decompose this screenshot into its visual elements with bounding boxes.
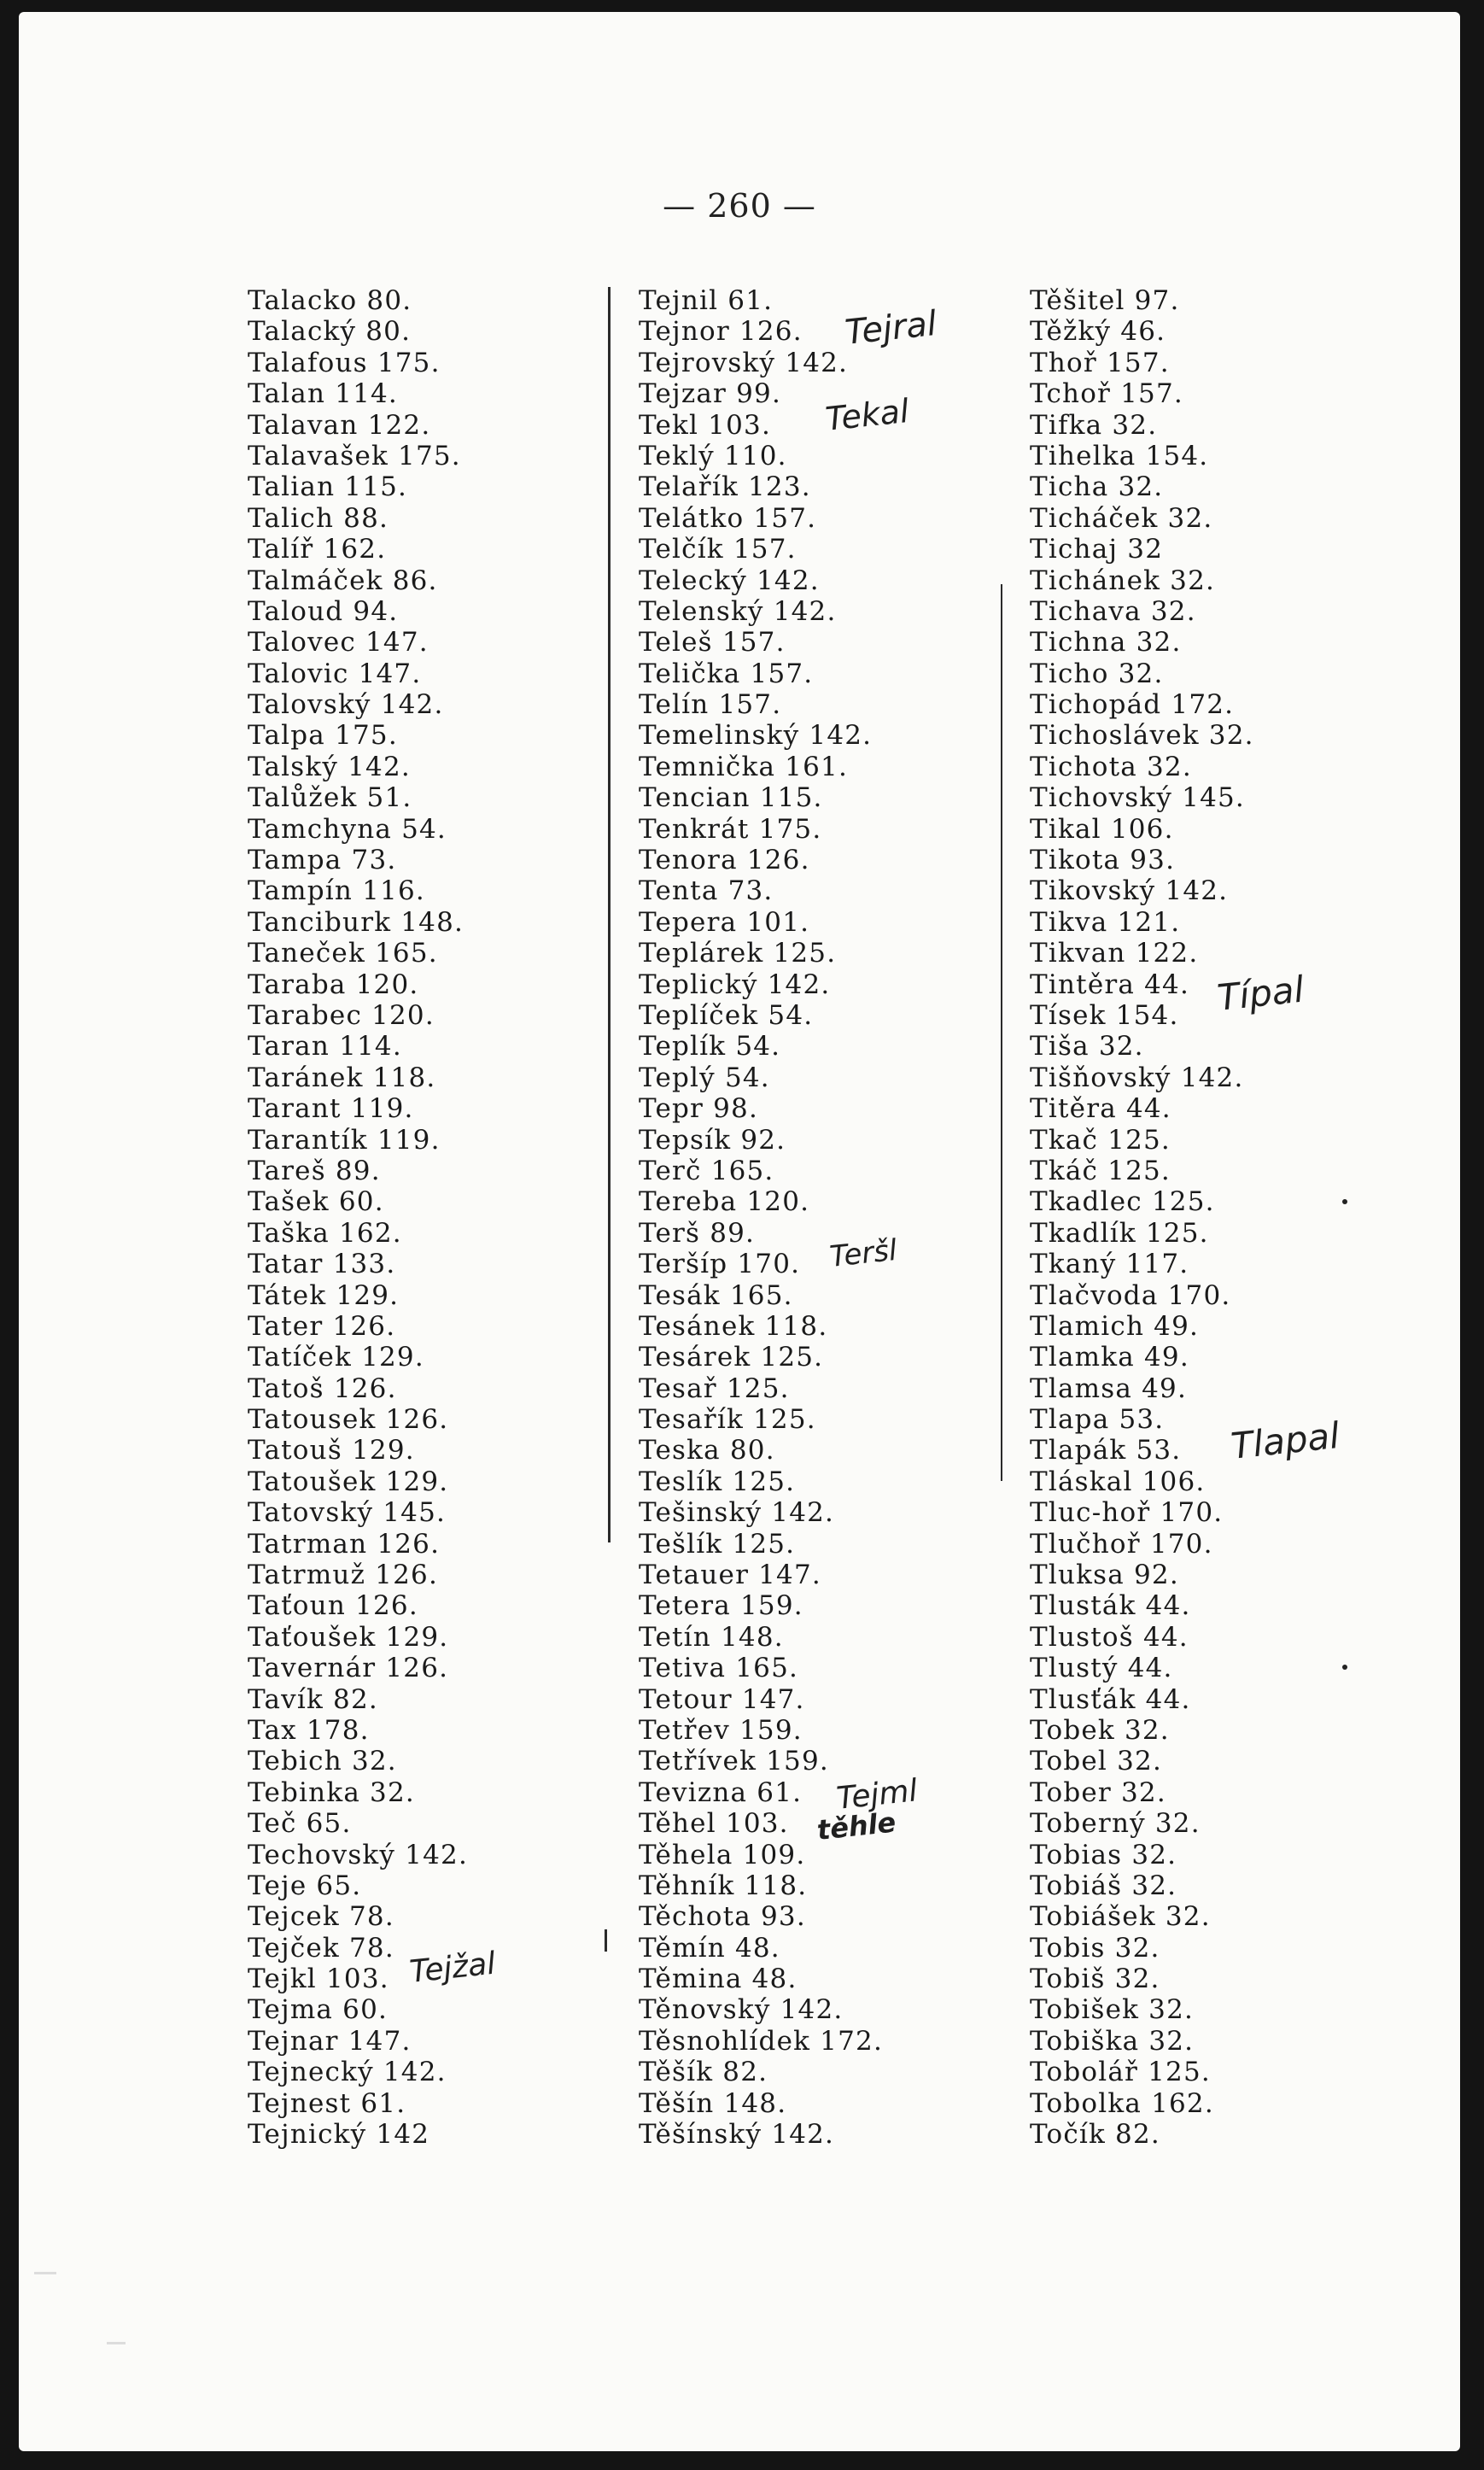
name-entry: Tesánek 118.: [639, 1310, 828, 1342]
name-entry: Tenta 73.: [639, 875, 774, 907]
name-entry: Těšík 82.: [639, 2057, 768, 2088]
name-entry: Tetauer 147.: [639, 1560, 821, 1591]
name-entry: Tejnecký 142.: [248, 2057, 447, 2088]
name-entry: Tarant 119.: [248, 1093, 414, 1125]
handwritten-note: Típal: [1215, 968, 1306, 1019]
name-entry: Tichánek 32.: [1030, 565, 1216, 596]
page-number: — 260 —: [663, 187, 816, 225]
name-entry: Tax 178.: [248, 1714, 370, 1746]
name-entry: Tísek 154.: [1030, 999, 1179, 1031]
name-entry: Tešinský 142.: [639, 1497, 835, 1529]
ink-speck: [1342, 1199, 1347, 1204]
name-entry: Talacko 80.: [248, 285, 412, 316]
name-entry: Tarabec 120.: [248, 999, 435, 1031]
name-entry: Techovský 142.: [248, 1839, 469, 1870]
name-entry: Tlusták 44.: [1030, 1590, 1191, 1622]
name-entry: Tikvan 122.: [1030, 938, 1199, 969]
name-entry: Tepsík 92.: [639, 1124, 786, 1156]
name-entry: Teplíček 54.: [639, 999, 814, 1031]
handwritten-note: Tejral: [843, 303, 939, 353]
name-entry: Tevizna 61.: [639, 1776, 803, 1808]
name-entry: Tlamich 49.: [1030, 1310, 1200, 1342]
name-entry: Talský 142.: [248, 751, 411, 782]
name-entry: Teleš 157.: [639, 627, 786, 658]
name-entry: Tlapák 53.: [1030, 1435, 1182, 1466]
name-entry: Tatrman 126.: [248, 1528, 441, 1560]
name-entry: Tejnar 147.: [248, 2025, 412, 2057]
name-entry: Těhel 103.: [639, 1808, 789, 1840]
column-divider: [1001, 584, 1002, 1481]
name-entry: Talacký 80.: [248, 316, 412, 348]
name-entry: Tišňovský 142.: [1030, 1062, 1244, 1093]
name-column-2: [639, 285, 883, 2150]
name-entry: Tatíček 129.: [248, 1342, 424, 1373]
name-entry: Tesař 125.: [639, 1373, 790, 1404]
name-entry: Tašek 60.: [248, 1186, 384, 1218]
name-entry: Talpa 175.: [248, 720, 398, 752]
name-column-1: [248, 285, 468, 2150]
name-entry: Ticháček 32.: [1030, 502, 1213, 534]
name-entry: Telín 157.: [639, 689, 782, 721]
handwritten-note: Tejžal: [407, 1946, 498, 1990]
name-entry: Tarantík 119.: [248, 1124, 441, 1156]
handwritten-note: Tlapal: [1229, 1414, 1342, 1467]
name-entry: Tobišek 32.: [1030, 1994, 1195, 2026]
name-entry: Teplárek 125.: [639, 938, 837, 969]
column-divider: [608, 287, 611, 1542]
name-entry: Taran 114.: [248, 1031, 402, 1062]
name-entry: Temelinský 142.: [639, 720, 873, 752]
name-entry: Talůžek 51.: [248, 782, 412, 814]
name-entry: Tluksa 92.: [1030, 1560, 1179, 1591]
name-entry: Tanciburk 148.: [248, 906, 464, 938]
name-entry: Tetour 147.: [639, 1683, 805, 1715]
name-entry: Tereba 120.: [639, 1186, 810, 1218]
name-entry: Tkač 125.: [1030, 1124, 1171, 1156]
name-entry: Talavašek 175.: [248, 440, 461, 471]
name-entry: Těchota 93.: [639, 1901, 806, 1933]
name-entry: Teč 65.: [248, 1808, 352, 1840]
name-entry: Tejnický 142: [248, 2119, 430, 2151]
name-entry: Tikovský 142.: [1030, 875, 1229, 907]
name-entry: Těhník 118.: [639, 1870, 808, 1901]
name-entry: Teska 80.: [639, 1435, 775, 1466]
name-entry: Tetřev 159.: [639, 1714, 803, 1746]
name-entry: Tkadlík 125.: [1030, 1217, 1209, 1249]
name-entry: Tchoř 157.: [1030, 378, 1183, 410]
name-entry: Tláskal 106.: [1030, 1466, 1206, 1497]
name-entry: Talan 114.: [248, 378, 398, 410]
name-entry: Tkadlec 125.: [1030, 1186, 1215, 1218]
name-entry: Tobiška 32.: [1030, 2025, 1195, 2057]
name-entry: Tavík 82.: [248, 1683, 378, 1715]
name-entry: Taťoušek 129.: [248, 1621, 449, 1653]
name-entry: Telařík 123.: [639, 471, 811, 503]
name-entry: Tiša 32.: [1030, 1031, 1144, 1062]
name-entry: Teslík 125.: [639, 1466, 796, 1497]
name-entry: Ticha 32.: [1030, 471, 1164, 503]
name-entry: Tepr 98.: [639, 1093, 759, 1125]
name-entry: Tencian 115.: [639, 782, 823, 814]
name-entry: Tkaný 117.: [1030, 1249, 1189, 1280]
name-entry: Tetiva 165.: [639, 1653, 799, 1684]
name-entry: Teklý 110.: [639, 440, 787, 471]
name-entry: Thoř 157.: [1030, 347, 1170, 378]
name-entry: Tlučhoř 170.: [1030, 1528, 1213, 1560]
name-entry: Telička 157.: [639, 658, 814, 689]
name-entry: Talian 115.: [248, 471, 408, 503]
name-entry: Tamchyna 54.: [248, 813, 447, 845]
name-entry: Terš 89.: [639, 1217, 756, 1249]
name-entry: Tlamka 49.: [1030, 1342, 1189, 1373]
handwritten-note: Teršl: [827, 1232, 899, 1274]
name-entry: Tichava 32.: [1030, 595, 1196, 627]
name-entry: Tichopád 172.: [1030, 689, 1235, 721]
name-entry: Tikal 106.: [1030, 813, 1174, 845]
name-entry: Těšín 148.: [639, 2087, 787, 2119]
name-entry: Tintěra 44.: [1030, 969, 1190, 1000]
name-entry: Tlustý 44.: [1030, 1653, 1173, 1684]
name-entry: Talafous 175.: [248, 347, 441, 378]
handwritten-note: Tejml: [834, 1773, 920, 1817]
name-entry: Tátek 129.: [248, 1279, 400, 1311]
scan-mark: [34, 2272, 56, 2274]
name-entry: Tejma 60.: [248, 1994, 389, 2026]
name-entry: Tichovský 145.: [1030, 782, 1245, 814]
name-entry: Telátko 157.: [639, 502, 817, 534]
name-entry: Teplík 54.: [639, 1031, 781, 1062]
name-entry: Taneček 165.: [248, 938, 438, 969]
name-entry: Těsnohlídek 172.: [639, 2025, 883, 2057]
name-column-3: [1030, 285, 1254, 2150]
name-entry: Tejzar 99.: [639, 378, 782, 410]
name-entry: Tatrmuž 126.: [248, 1560, 438, 1591]
name-entry: Těnovský 142.: [639, 1994, 844, 2026]
name-entry: Tobolka 162.: [1030, 2087, 1214, 2119]
name-entry: Tobolář 125.: [1030, 2057, 1211, 2088]
name-entry: Tesařík 125.: [639, 1404, 816, 1436]
name-entry: Těžký 46.: [1030, 316, 1166, 348]
name-entry: Talovský 142.: [248, 689, 444, 721]
name-entry: Tebich 32.: [248, 1746, 397, 1777]
name-entry: Taloud 94.: [248, 595, 399, 627]
column-divider: [605, 1929, 607, 1952]
handwritten-note: těhle: [815, 1806, 897, 1847]
name-entry: Tobek 32.: [1030, 1714, 1170, 1746]
name-entry: Těmín 48.: [639, 1932, 780, 1964]
name-entry: Tenkrát 175.: [639, 813, 822, 845]
name-entry: Točík 82.: [1030, 2119, 1160, 2151]
name-entry: Taťoun 126.: [248, 1590, 418, 1622]
name-entry: Tejcek 78.: [248, 1901, 394, 1933]
name-entry: Teje 65.: [248, 1870, 362, 1901]
name-entry: Talich 88.: [248, 502, 389, 534]
name-entry: Tober 32.: [1030, 1776, 1166, 1808]
name-entry: Taraba 120.: [248, 969, 419, 1000]
name-entry: Temnička 161.: [639, 751, 848, 782]
name-entry: Tikota 93.: [1030, 845, 1176, 876]
name-entry: Tekl 103.: [639, 409, 771, 441]
name-entry: Tetřívek 159.: [639, 1746, 829, 1777]
name-entry: Telčík 157.: [639, 534, 797, 565]
name-entry: Tichaj 32: [1030, 534, 1164, 565]
name-entry: Tesárek 125.: [639, 1342, 824, 1373]
name-entry: Taška 162.: [248, 1217, 402, 1249]
name-entry: Tejnil 61.: [639, 285, 774, 316]
name-entry: Tatoušek 129.: [248, 1466, 449, 1497]
name-entry: Tampín 116.: [248, 875, 425, 907]
name-entry: Tatousek 126.: [248, 1404, 449, 1436]
name-entry: Ticho 32.: [1030, 658, 1164, 689]
name-entry: Tkáč 125.: [1030, 1155, 1171, 1186]
name-entry: Talmáček 86.: [248, 565, 438, 596]
name-entry: Tatovský 145.: [248, 1497, 447, 1529]
name-entry: Tichota 32.: [1030, 751, 1192, 782]
name-entry: Talovec 147.: [248, 627, 429, 658]
name-entry: Telenský 142.: [639, 595, 837, 627]
name-entry: Tavernár 126.: [248, 1653, 449, 1684]
name-entry: Tikva 121.: [1030, 906, 1181, 938]
name-entry: Tatar 133.: [248, 1249, 396, 1280]
name-entry: Tejrovský 142.: [639, 347, 849, 378]
name-entry: Tatouš 129.: [248, 1435, 415, 1466]
name-entry: Tobel 32.: [1030, 1746, 1162, 1777]
name-entry: Těšitel 97.: [1030, 285, 1180, 316]
name-entry: Tetera 159.: [639, 1590, 803, 1622]
name-entry: Tichna 32.: [1030, 627, 1182, 658]
name-entry: Tobiáš 32.: [1030, 1870, 1177, 1901]
name-entry: Tobis 32.: [1030, 1932, 1160, 1964]
name-entry: Talíř 162.: [248, 534, 387, 565]
name-entry: Tlamsa 49.: [1030, 1373, 1188, 1404]
name-entry: Tlapa 53.: [1030, 1404, 1165, 1436]
name-entry: Taránek 118.: [248, 1062, 436, 1093]
name-entry: Tareš 89.: [248, 1155, 381, 1186]
name-entry: Tampa 73.: [248, 845, 397, 876]
name-entry: Tatoš 126.: [248, 1373, 397, 1404]
name-entry: Teplý 54.: [639, 1062, 770, 1093]
name-entry: Tejkl 103.: [248, 1964, 389, 1995]
handwritten-note: Tekal: [823, 391, 911, 438]
name-entry: Těšínský 142.: [639, 2119, 835, 2151]
name-entry: Terč 165.: [639, 1155, 774, 1186]
name-entry: Těmina 48.: [639, 1964, 798, 1995]
name-entry: Talavan 122.: [248, 409, 431, 441]
name-entry: Tobiš 32.: [1030, 1964, 1160, 1995]
name-entry: Tejnor 126.: [639, 316, 803, 348]
name-entry: Tlusťák 44.: [1030, 1683, 1191, 1715]
name-entry: Tichoslávek 32.: [1030, 720, 1254, 752]
name-entry: Tešlík 125.: [639, 1528, 796, 1560]
name-entry: Tlačvoda 170.: [1030, 1279, 1231, 1311]
name-entry: Tenora 126.: [639, 845, 810, 876]
name-entry: Tobiášek 32.: [1030, 1901, 1211, 1933]
name-entry: Titěra 44.: [1030, 1093, 1171, 1125]
name-entry: Tihelka 154.: [1030, 440, 1209, 471]
scan-mark: [107, 2342, 126, 2344]
name-entry: Telecký 142.: [639, 565, 820, 596]
name-entry: Teršíp 170.: [639, 1249, 801, 1280]
name-entry: Tluc-hoř 170.: [1030, 1497, 1224, 1529]
name-entry: Těhela 109.: [639, 1839, 806, 1870]
page-sheet: [19, 12, 1460, 2451]
name-entry: Tepera 101.: [639, 906, 810, 938]
name-entry: Tlustoš 44.: [1030, 1621, 1189, 1653]
name-entry: Talovic 147.: [248, 658, 422, 689]
name-entry: Tobias 32.: [1030, 1839, 1177, 1870]
name-entry: Teplický 142.: [639, 969, 831, 1000]
name-entry: Tejnest 61.: [248, 2087, 406, 2119]
name-entry: Tebinka 32.: [248, 1776, 415, 1808]
name-entry: Tesák 165.: [639, 1279, 793, 1311]
name-entry: Tejček 78.: [248, 1932, 394, 1964]
name-entry: Tifka 32.: [1030, 409, 1158, 441]
name-entry: Tater 126.: [248, 1310, 396, 1342]
name-entry: Toberný 32.: [1030, 1808, 1201, 1840]
name-entry: Tetín 148.: [639, 1621, 784, 1653]
ink-speck: [1342, 1665, 1347, 1670]
